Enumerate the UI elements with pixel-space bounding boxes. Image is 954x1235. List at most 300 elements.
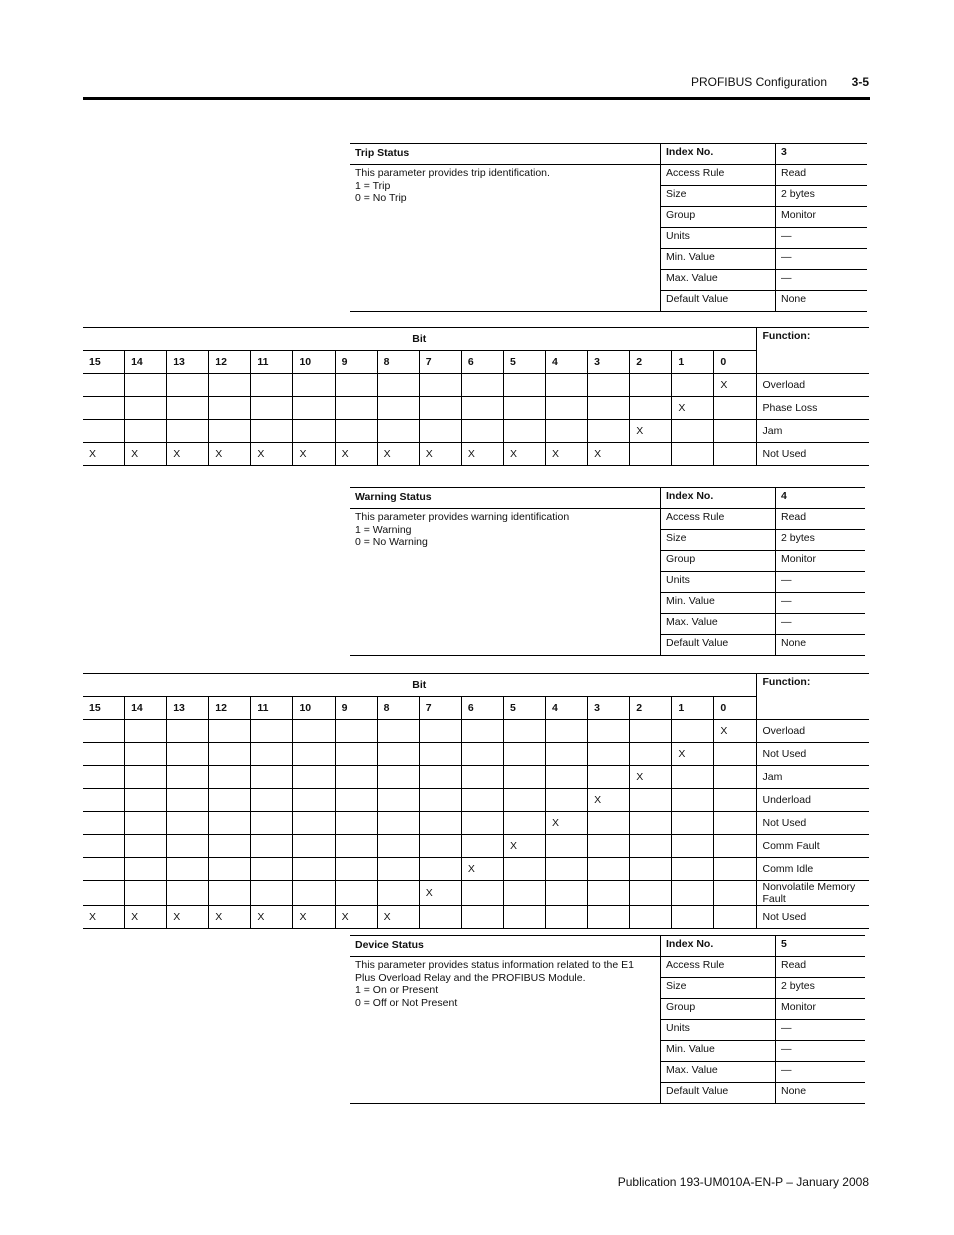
bit-cell	[209, 420, 251, 443]
bit-cell: X	[377, 906, 419, 929]
param-row	[350, 165, 867, 186]
param-label: Units	[661, 228, 776, 249]
bit-cell	[630, 374, 672, 397]
bit-header-row	[83, 674, 869, 697]
bit-number: 15	[83, 697, 125, 720]
param-block-device-status	[350, 935, 865, 1104]
bit-number: 14	[125, 351, 167, 374]
bit-cell	[83, 812, 125, 835]
param-value: —	[776, 614, 866, 635]
bit-cell	[672, 906, 714, 929]
bit-cell	[588, 858, 630, 881]
bit-cell	[167, 397, 209, 420]
bit-cell	[503, 420, 545, 443]
bit-cell	[83, 789, 125, 812]
bit-cell: X	[588, 443, 630, 466]
bit-cell	[209, 766, 251, 789]
bit-cell: X	[461, 443, 503, 466]
bit-cell	[419, 812, 461, 835]
bit-cell: X	[461, 858, 503, 881]
bit-header-row	[83, 328, 869, 351]
bit-cell	[83, 766, 125, 789]
bit-cell	[293, 743, 335, 766]
bit-cell	[546, 743, 588, 766]
bit-cell	[461, 766, 503, 789]
param-label: Max. Value	[661, 614, 776, 635]
bit-cell	[167, 789, 209, 812]
bit-cell: X	[209, 443, 251, 466]
bit-cell	[167, 835, 209, 858]
bit-cell	[546, 835, 588, 858]
index-value: 5	[776, 936, 866, 957]
bit-cell	[293, 789, 335, 812]
param-value: Read	[776, 165, 868, 186]
bit-cell	[672, 374, 714, 397]
bit-function: Underload	[756, 789, 869, 812]
bit-number: 7	[419, 697, 461, 720]
param-label: Min. Value	[661, 593, 776, 614]
bit-number: 4	[546, 351, 588, 374]
param-value: —	[776, 228, 868, 249]
bit-cell: X	[167, 906, 209, 929]
bit-number: 5	[503, 351, 545, 374]
description-line: 1 = On or Present	[355, 984, 439, 996]
bit-cell	[672, 720, 714, 743]
param-description	[350, 165, 661, 312]
param-value: —	[776, 270, 868, 291]
bit-cell: X	[293, 443, 335, 466]
bit-cell	[83, 720, 125, 743]
bit-cell: X	[293, 906, 335, 929]
bit-cell	[630, 720, 672, 743]
bit-cell	[377, 835, 419, 858]
param-table	[350, 143, 867, 312]
bit-cell	[377, 858, 419, 881]
bit-cell	[83, 397, 125, 420]
bit-cell	[377, 812, 419, 835]
bit-cell	[209, 743, 251, 766]
bit-cell: X	[672, 397, 714, 420]
bit-row	[83, 812, 869, 835]
bit-cell: X	[630, 766, 672, 789]
description-line: This parameter provides trip identification.	[355, 167, 550, 179]
param-label: Min. Value	[661, 1041, 776, 1062]
footer-publication: Publication 193-UM010A-EN-P – January 2008	[617, 1175, 869, 1189]
index-value: 4	[776, 488, 866, 509]
bit-cell	[167, 374, 209, 397]
bit-cell	[630, 906, 672, 929]
bit-cell	[125, 766, 167, 789]
param-block-warning-status	[350, 487, 865, 656]
param-value: Read	[776, 509, 866, 530]
bit-number: 13	[167, 697, 209, 720]
bit-cell	[377, 397, 419, 420]
param-label: Size	[661, 530, 776, 551]
bit-cell	[167, 812, 209, 835]
bit-cell	[335, 835, 377, 858]
bit-cell	[714, 812, 756, 835]
param-label: Access Rule	[661, 509, 776, 530]
bit-function: Jam	[756, 420, 869, 443]
param-label: Min. Value	[661, 249, 776, 270]
bit-cell	[503, 374, 545, 397]
bit-cell	[167, 766, 209, 789]
bit-cell	[461, 420, 503, 443]
bit-number: 1	[672, 351, 714, 374]
bit-cell	[377, 789, 419, 812]
bit-cell	[209, 858, 251, 881]
bit-cell	[546, 789, 588, 812]
bit-cell: X	[125, 443, 167, 466]
bit-cell	[714, 858, 756, 881]
bit-cell	[293, 812, 335, 835]
param-block-trip-status	[350, 143, 867, 312]
bit-cell	[335, 812, 377, 835]
bit-cell	[630, 812, 672, 835]
bit-number: 0	[714, 351, 756, 374]
param-label: Group	[661, 207, 776, 228]
bit-cell: X	[335, 906, 377, 929]
bit-cell	[588, 835, 630, 858]
bit-cell	[503, 812, 545, 835]
bit-cell	[167, 720, 209, 743]
page-number: 3-5	[851, 75, 869, 89]
param-value: —	[776, 249, 868, 270]
param-value: 2 bytes	[776, 530, 866, 551]
bit-cell	[714, 835, 756, 858]
bit-number-row	[83, 351, 869, 374]
bit-number: 6	[461, 697, 503, 720]
bit-cell: X	[503, 443, 545, 466]
bit-table-trip	[83, 327, 869, 466]
param-value: None	[776, 1083, 866, 1104]
bit-cell	[503, 881, 545, 906]
bit-cell	[503, 743, 545, 766]
bit-number: 9	[335, 697, 377, 720]
bit-cell	[461, 812, 503, 835]
bit-cell	[125, 881, 167, 906]
bit-cell	[377, 420, 419, 443]
bit-row	[83, 858, 869, 881]
bit-table	[83, 327, 869, 466]
bit-cell: X	[419, 443, 461, 466]
bit-cell	[630, 835, 672, 858]
bit-number: 9	[335, 351, 377, 374]
bit-cell	[251, 881, 293, 906]
param-name: Trip Status	[350, 144, 661, 165]
bit-cell	[419, 374, 461, 397]
bit-cell	[714, 881, 756, 906]
bit-cell	[377, 720, 419, 743]
bit-row	[83, 835, 869, 858]
bit-cell	[630, 881, 672, 906]
bit-cell	[630, 789, 672, 812]
index-label: Index No.	[661, 144, 776, 165]
bit-row	[83, 443, 869, 466]
bit-cell	[419, 789, 461, 812]
bit-cell	[419, 835, 461, 858]
bit-cell	[167, 881, 209, 906]
bit-cell	[125, 374, 167, 397]
param-table	[350, 935, 865, 1104]
param-value: None	[776, 635, 866, 656]
bit-cell	[672, 812, 714, 835]
bit-cell: X	[588, 789, 630, 812]
bit-number: 13	[167, 351, 209, 374]
bit-cell	[251, 858, 293, 881]
param-label: Default Value	[661, 635, 776, 656]
param-label: Group	[661, 999, 776, 1020]
bit-cell	[672, 766, 714, 789]
param-label: Units	[661, 572, 776, 593]
bit-cell	[209, 720, 251, 743]
description-line: 0 = Off or Not Present	[355, 996, 458, 1009]
bit-cell	[546, 881, 588, 906]
bit-cell	[503, 720, 545, 743]
bit-cell	[714, 420, 756, 443]
bit-cell	[293, 858, 335, 881]
bit-row	[83, 720, 869, 743]
bit-cell	[546, 720, 588, 743]
description-line: 1 = Warning	[355, 523, 412, 536]
bit-function: Not Used	[756, 743, 869, 766]
bit-cell	[335, 420, 377, 443]
bit-label: Bit	[83, 674, 756, 697]
bit-cell	[83, 743, 125, 766]
bit-cell	[588, 812, 630, 835]
param-value: —	[776, 1041, 866, 1062]
bit-row	[83, 906, 869, 929]
bit-cell	[630, 443, 672, 466]
bit-number: 2	[630, 697, 672, 720]
bit-cell	[503, 906, 545, 929]
bit-number: 11	[251, 697, 293, 720]
bit-cell	[335, 858, 377, 881]
bit-row	[83, 789, 869, 812]
header-rule	[83, 97, 870, 100]
description-line: Plus Overload Relay and the PROFIBUS Module.	[355, 971, 586, 984]
bit-cell	[209, 881, 251, 906]
bit-cell	[714, 397, 756, 420]
bit-cell	[714, 443, 756, 466]
bit-number: 4	[546, 697, 588, 720]
bit-cell	[83, 881, 125, 906]
param-row	[350, 509, 865, 530]
bit-cell	[377, 766, 419, 789]
param-value: 2 bytes	[776, 978, 866, 999]
param-value: Read	[776, 957, 866, 978]
bit-number: 7	[419, 351, 461, 374]
bit-number: 14	[125, 697, 167, 720]
bit-cell	[125, 420, 167, 443]
bit-cell	[630, 397, 672, 420]
bit-cell	[209, 397, 251, 420]
bit-cell	[461, 743, 503, 766]
param-name: Device Status	[350, 936, 661, 957]
param-value: Monitor	[776, 551, 866, 572]
bit-cell	[293, 835, 335, 858]
bit-cell	[335, 743, 377, 766]
param-value: 2 bytes	[776, 186, 868, 207]
bit-cell	[588, 766, 630, 789]
param-value: None	[776, 291, 868, 312]
bit-cell	[503, 397, 545, 420]
bit-function: Not Used	[756, 906, 869, 929]
bit-cell	[630, 743, 672, 766]
bit-cell	[630, 858, 672, 881]
bit-cell	[377, 374, 419, 397]
description-line: 1 = Trip	[355, 179, 391, 192]
param-value: —	[776, 1020, 866, 1041]
bit-number: 10	[293, 697, 335, 720]
bit-cell: X	[546, 812, 588, 835]
bit-cell	[335, 397, 377, 420]
index-label: Index No.	[661, 936, 776, 957]
bit-cell	[335, 881, 377, 906]
bit-cell	[293, 766, 335, 789]
bit-cell: X	[672, 743, 714, 766]
bit-cell	[251, 420, 293, 443]
bit-cell	[714, 743, 756, 766]
bit-cell	[461, 835, 503, 858]
bit-function: Phase Loss	[756, 397, 869, 420]
bit-cell	[209, 789, 251, 812]
bit-cell	[588, 374, 630, 397]
bit-table	[83, 673, 869, 929]
index-label: Index No.	[661, 488, 776, 509]
bit-cell	[125, 835, 167, 858]
bit-cell	[546, 766, 588, 789]
bit-cell	[714, 906, 756, 929]
bit-cell	[419, 420, 461, 443]
bit-cell	[125, 743, 167, 766]
bit-cell	[377, 881, 419, 906]
bit-function: Not Used	[756, 812, 869, 835]
bit-row	[83, 743, 869, 766]
bit-cell: X	[630, 420, 672, 443]
bit-cell: X	[377, 443, 419, 466]
param-label: Access Rule	[661, 165, 776, 186]
bit-cell	[588, 720, 630, 743]
bit-cell	[377, 743, 419, 766]
bit-cell	[461, 397, 503, 420]
bit-number: 12	[209, 351, 251, 374]
bit-cell	[125, 812, 167, 835]
bit-cell	[419, 397, 461, 420]
param-header-row	[350, 936, 865, 957]
bit-cell: X	[83, 906, 125, 929]
bit-cell	[672, 835, 714, 858]
bit-cell	[419, 858, 461, 881]
bit-function: Overload	[756, 374, 869, 397]
bit-cell: X	[209, 906, 251, 929]
running-header-title: PROFIBUS Configuration	[690, 75, 827, 89]
bit-number-row	[83, 697, 869, 720]
bit-function: Jam	[756, 766, 869, 789]
function-header: Function:	[756, 328, 869, 374]
bit-cell: X	[714, 720, 756, 743]
bit-cell	[588, 906, 630, 929]
bit-cell	[125, 858, 167, 881]
bit-cell	[125, 397, 167, 420]
bit-cell	[672, 858, 714, 881]
bit-cell	[83, 858, 125, 881]
bit-cell	[335, 766, 377, 789]
param-label: Group	[661, 551, 776, 572]
param-label: Default Value	[661, 291, 776, 312]
bit-cell	[588, 743, 630, 766]
description-line: 0 = No Trip	[355, 192, 407, 204]
bit-number: 10	[293, 351, 335, 374]
bit-cell	[293, 881, 335, 906]
bit-cell	[335, 789, 377, 812]
param-label: Default Value	[661, 1083, 776, 1104]
bit-cell	[251, 397, 293, 420]
bit-number: 8	[377, 697, 419, 720]
bit-cell	[461, 789, 503, 812]
bit-cell	[251, 766, 293, 789]
bit-cell	[251, 720, 293, 743]
bit-cell	[419, 766, 461, 789]
bit-cell	[503, 766, 545, 789]
bit-cell	[251, 835, 293, 858]
param-header-row	[350, 144, 867, 165]
index-value: 3	[776, 144, 868, 165]
bit-cell	[83, 835, 125, 858]
bit-cell: X	[335, 443, 377, 466]
param-label: Size	[661, 186, 776, 207]
bit-number: 5	[503, 697, 545, 720]
bit-cell	[251, 789, 293, 812]
bit-cell	[293, 374, 335, 397]
bit-cell	[125, 789, 167, 812]
bit-cell: X	[83, 443, 125, 466]
bit-number: 3	[588, 351, 630, 374]
bit-cell	[672, 789, 714, 812]
bit-cell: X	[251, 443, 293, 466]
description-line: 0 = No Warning	[355, 536, 428, 548]
param-description	[350, 957, 661, 1104]
param-row	[350, 957, 865, 978]
bit-number: 12	[209, 697, 251, 720]
bit-cell	[167, 743, 209, 766]
param-header-row	[350, 488, 865, 509]
bit-number: 8	[377, 351, 419, 374]
bit-number: 2	[630, 351, 672, 374]
param-label: Max. Value	[661, 270, 776, 291]
param-value: —	[776, 572, 866, 593]
bit-cell	[167, 420, 209, 443]
bit-cell	[167, 858, 209, 881]
description-line: This parameter provides warning identification	[355, 511, 570, 523]
bit-function: Not Used	[756, 443, 869, 466]
bit-cell: X	[546, 443, 588, 466]
param-description	[350, 509, 661, 656]
bit-cell	[335, 720, 377, 743]
param-value: —	[776, 593, 866, 614]
param-table	[350, 487, 865, 656]
bit-cell	[546, 906, 588, 929]
bit-cell	[546, 858, 588, 881]
bit-cell	[335, 374, 377, 397]
bit-cell	[125, 720, 167, 743]
param-value: Monitor	[776, 999, 866, 1020]
bit-cell	[588, 397, 630, 420]
param-label: Max. Value	[661, 1062, 776, 1083]
description-line: This parameter provides status information related to the E1	[355, 959, 634, 971]
bit-cell: X	[419, 881, 461, 906]
bit-cell	[461, 720, 503, 743]
